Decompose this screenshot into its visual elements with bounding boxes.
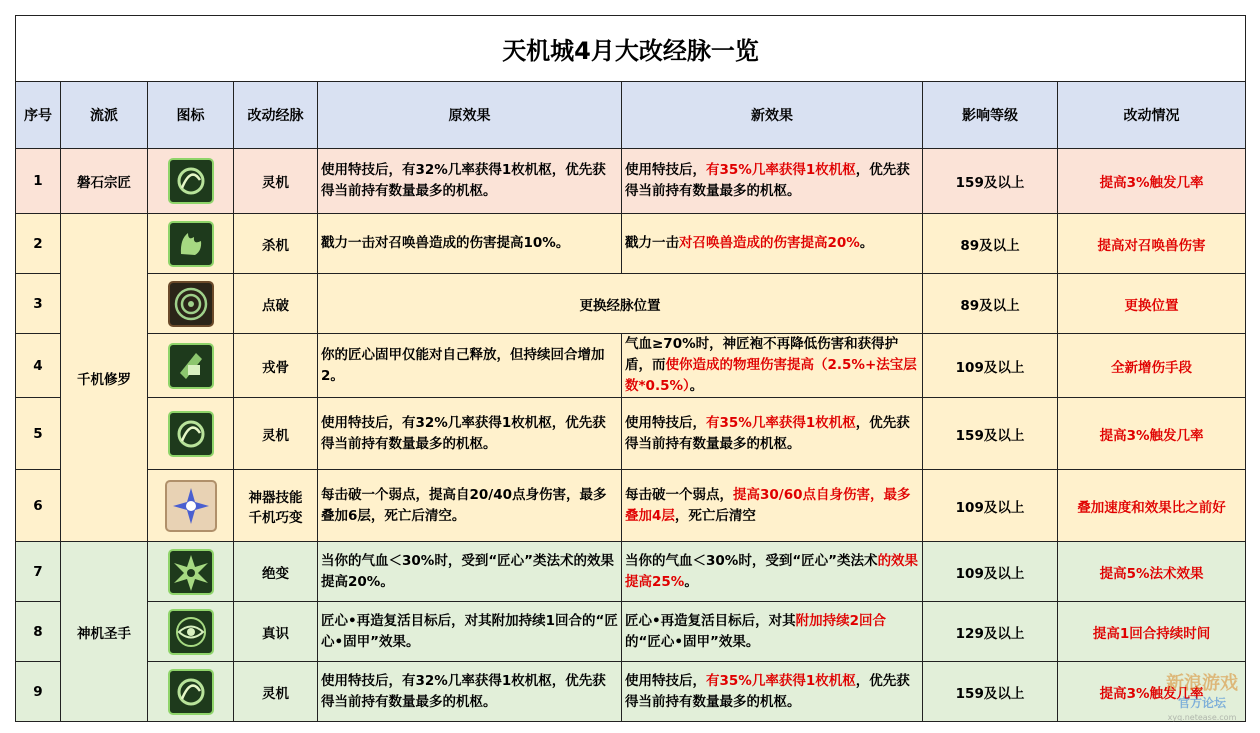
table-row xyxy=(16,602,1246,662)
row-num: 6 xyxy=(16,470,61,542)
merged-effect: 更换经脉位置 xyxy=(318,274,923,334)
table-row xyxy=(16,398,1246,470)
row-num: 4 xyxy=(16,334,61,398)
change-cell: 更换位置 xyxy=(1058,274,1246,334)
table-row xyxy=(16,334,1246,398)
level-cell: 159及以上 xyxy=(923,398,1058,470)
new-effect: 每击破一个弱点，提高30/60点自身伤害，最多叠加4层，死亡后清空 xyxy=(622,470,923,542)
icon-cell xyxy=(148,398,234,470)
row-num: 7 xyxy=(16,542,61,602)
orig-effect: 使用特技后，有32%几率获得1枚机枢，优先获得当前持有数量最多的机枢。 xyxy=(318,662,622,722)
row-num: 8 xyxy=(16,602,61,662)
table-row xyxy=(16,470,1246,542)
icon-cell xyxy=(148,662,234,722)
row-num: 9 xyxy=(16,662,61,722)
meridian-name: 灵机 xyxy=(234,398,318,470)
new-effect: 匠心•再造复活目标后，对其附加持续2回合的“匠心•固甲”效果。 xyxy=(622,602,923,662)
level-cell: 159及以上 xyxy=(923,149,1058,214)
orig-effect: 你的匠心固甲仅能对自己释放，但持续回合增加2。 xyxy=(318,334,622,398)
change-cell: 提高3%触发几率 xyxy=(1058,398,1246,470)
forum-watermark xyxy=(1150,665,1254,725)
header-school: 流派 xyxy=(61,82,148,149)
change-cell: 提高对召唤兽伤害 xyxy=(1058,214,1246,274)
svg-text:xyq.netease.com: xyq.netease.com xyxy=(1167,713,1237,722)
table-row xyxy=(16,149,1246,214)
meridian-name: 点破 xyxy=(234,274,318,334)
meridian-name: 杀机 xyxy=(234,214,318,274)
change-cell: 提高3%触发几率 xyxy=(1058,662,1246,722)
new-effect: 使用特技后，有35%几率获得1枚机枢，优先获得当前持有数量最多的机枢。 xyxy=(622,149,923,214)
icon-cell xyxy=(148,602,234,662)
table-row xyxy=(16,214,1246,274)
level-cell: 89及以上 xyxy=(923,274,1058,334)
meridian-name: 神器技能 千机巧变 xyxy=(234,470,318,542)
icon-cell xyxy=(148,214,234,274)
table-row xyxy=(16,662,1246,722)
school-cell: 磐石宗匠 xyxy=(61,149,148,214)
icon-cell xyxy=(148,149,234,214)
header-meridian: 改动经脉 xyxy=(234,82,318,149)
row-num: 3 xyxy=(16,274,61,334)
header-change: 改动情况 xyxy=(1058,82,1246,149)
orig-effect: 使用特技后，有32%几率获得1枚机枢，优先获得当前持有数量最多的机枢。 xyxy=(318,149,622,214)
svg-text:新浪游戏: 新浪游戏 xyxy=(1166,673,1238,694)
level-cell: 129及以上 xyxy=(923,602,1058,662)
table-row xyxy=(16,542,1246,602)
change-cell: 叠加速度和效果比之前好 xyxy=(1058,470,1246,542)
meridian-name: 灵机 xyxy=(234,149,318,214)
meridian-name: 戎骨 xyxy=(234,334,318,398)
change-cell: 全新增伤手段 xyxy=(1058,334,1246,398)
juebian-burst-icon xyxy=(168,549,214,595)
new-effect: 当你的气血＜30%时，受到“匠心”类法术的效果提高25%。 xyxy=(622,542,923,602)
new-effect: 使用特技后，有35%几率获得1枚机枢，优先获得当前持有数量最多的机枢。 xyxy=(622,398,923,470)
table-row xyxy=(16,274,1246,334)
meridian-name: 绝变 xyxy=(234,542,318,602)
orig-effect: 匠心•再造复活目标后，对其附加持续1回合的“匠心•固甲”效果。 xyxy=(318,602,622,662)
level-cell: 89及以上 xyxy=(923,214,1058,274)
level-cell: 159及以上 xyxy=(923,662,1058,722)
lingji-swirl-icon xyxy=(168,411,214,457)
lingji-swirl-icon xyxy=(168,669,214,715)
change-cell: 提高1回合持续时间 xyxy=(1058,602,1246,662)
school-cell: 千机修罗 xyxy=(61,214,148,542)
header-new: 新效果 xyxy=(622,82,923,149)
icon-cell xyxy=(148,334,234,398)
meridian-name: 灵机 xyxy=(234,662,318,722)
svg-text:官方论坛: 官方论坛 xyxy=(1177,696,1227,710)
header-row xyxy=(16,82,1246,149)
icon-cell xyxy=(148,542,234,602)
page-title: 天机城4月大改经脉一览 xyxy=(16,16,1246,82)
header-level: 影响等级 xyxy=(923,82,1058,149)
header-orig: 原效果 xyxy=(318,82,622,149)
meridian-name: 真识 xyxy=(234,602,318,662)
row-num: 2 xyxy=(16,214,61,274)
lingji-swirl-icon xyxy=(168,158,214,204)
shenqi-star-icon xyxy=(165,480,217,532)
row-num: 5 xyxy=(16,398,61,470)
dianpo-ring-icon xyxy=(168,281,214,327)
header-icon: 图标 xyxy=(148,82,234,149)
orig-effect: 当你的气血＜30%时，受到“匠心”类法术的效果提高20%。 xyxy=(318,542,622,602)
change-cell: 提高5%法术效果 xyxy=(1058,542,1246,602)
school-cell: 神机圣手 xyxy=(61,542,148,722)
orig-effect: 使用特技后，有32%几率获得1枚机枢，优先获得当前持有数量最多的机枢。 xyxy=(318,398,622,470)
level-cell: 109及以上 xyxy=(923,334,1058,398)
orig-effect: 戳力一击对召唤兽造成的伤害提高10%。 xyxy=(318,214,622,274)
level-cell: 109及以上 xyxy=(923,542,1058,602)
shaji-flame-icon xyxy=(168,221,214,267)
meridian-table xyxy=(15,15,1246,722)
ronggu-shield-icon xyxy=(168,343,214,389)
row-num: 1 xyxy=(16,149,61,214)
orig-effect: 每击破一个弱点，提高自20/40点身伤害，最多叠加6层，死亡后清空。 xyxy=(318,470,622,542)
zhenshi-eye-icon xyxy=(168,609,214,655)
new-effect: 气血≥70%时，神匠袍不再降低伤害和获得护盾，而使你造成的物理伤害提高（2.5%+法宝层数*0.5%）。 xyxy=(622,334,923,398)
new-effect: 戳力一击对召唤兽造成的伤害提高20%。 xyxy=(622,214,923,274)
new-effect: 使用特技后，有35%几率获得1枚机枢，优先获得当前持有数量最多的机枢。 xyxy=(622,662,923,722)
level-cell: 109及以上 xyxy=(923,470,1058,542)
change-cell: 提高3%触发几率 xyxy=(1058,149,1246,214)
icon-cell xyxy=(148,274,234,334)
icon-cell xyxy=(148,470,234,542)
header-num: 序号 xyxy=(16,82,61,149)
